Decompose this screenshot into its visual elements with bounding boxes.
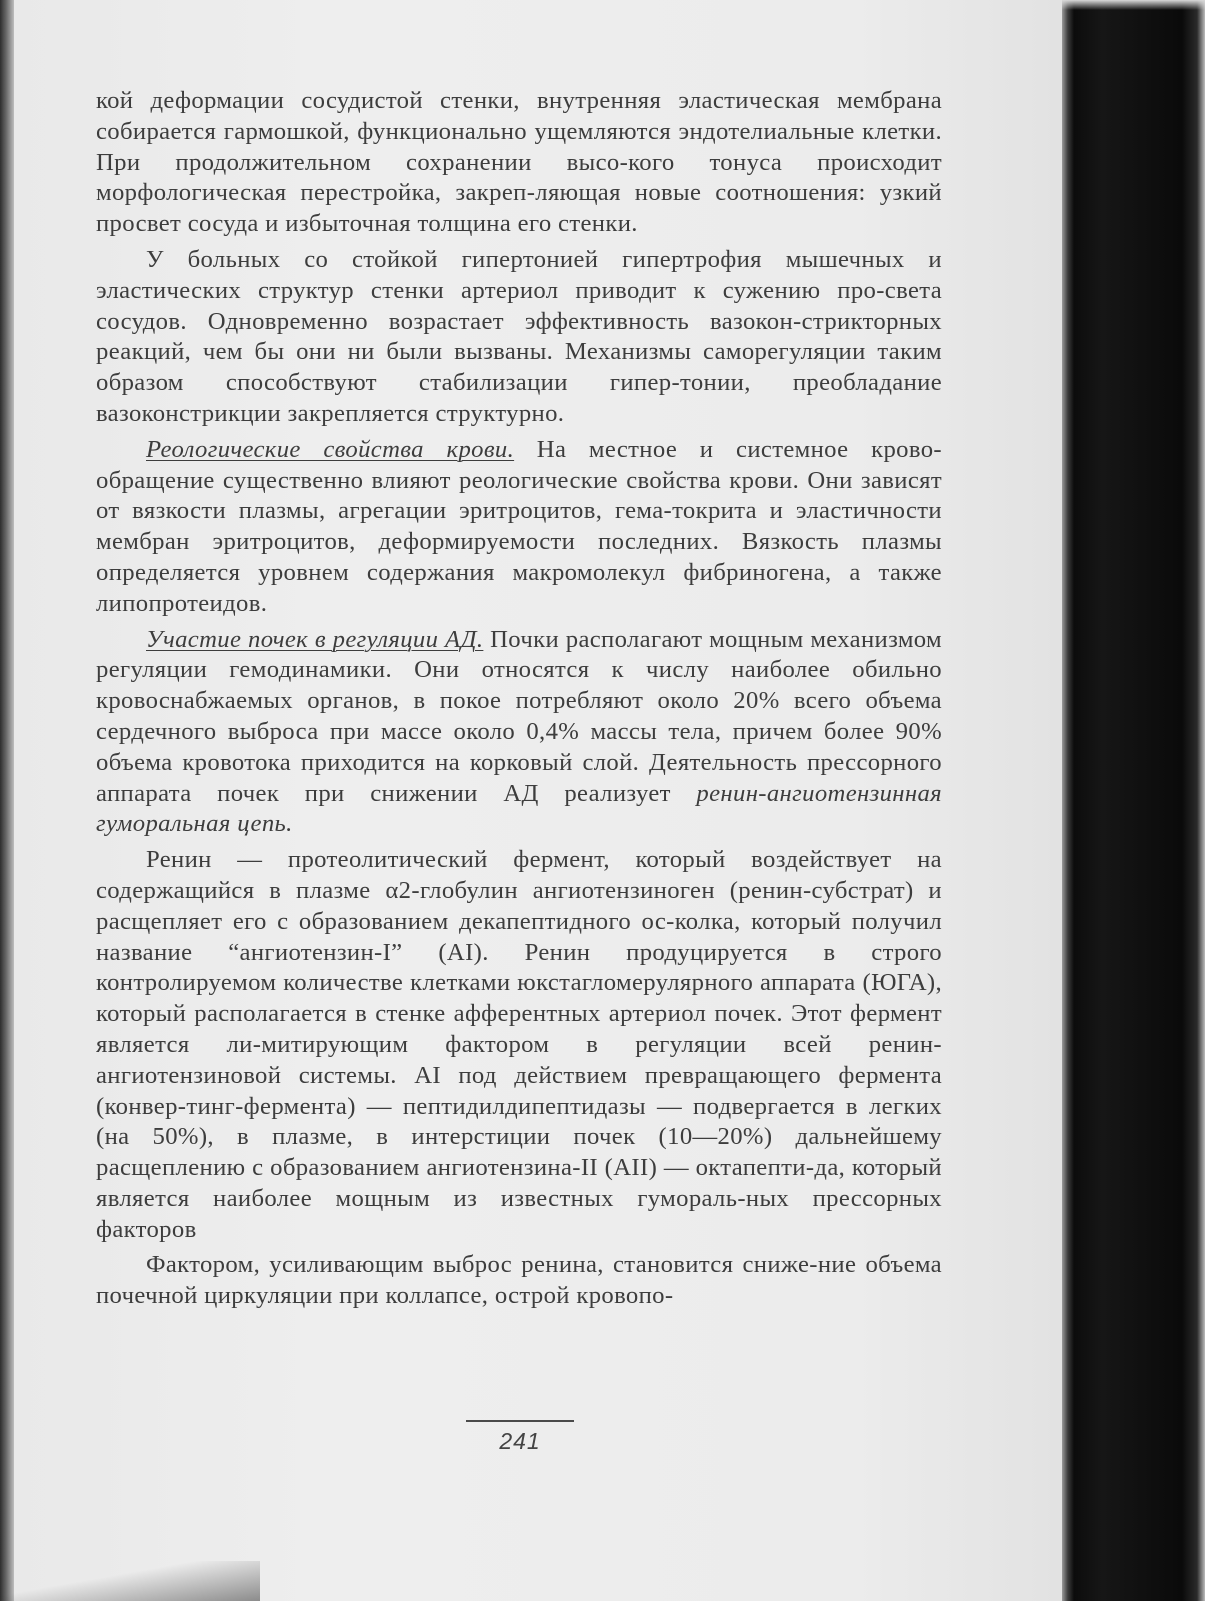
paragraph-rheology-text: На местное и системное крово-обращение существенно влияют реологические свойства крови. Они зависят от вязкости плазмы, агрегации эритроцитов, гема-токрита и эластичности мембран эритроцитов, деформируемости последних. Вязкость плазмы определяется уровнем содержания макромолекул фибриногена, а также липопротеидов.	[96, 435, 942, 617]
paragraph-renin: Ренин — протеолитический фермент, который воздействует на содержащийся в плазме α2-глобулин ангиотензиноген (ренин-субстрат) и расщепляет его с образованием декапептидного ос-колка, который получил название “ангиотензин-I” (AI). Ренин продуцируется в строго контролируемом количестве клетками юкстагломерулярного аппарата (ЮГА), который располагается в стенке афферентных артериол почек. Этот фермент является ли-митирующим фактором в регуляции всей ренин-ангиотензиновой системы. AI под действием превращающего фермента (конвер-тинг-фермента) — пептидилдипептидазы — подвергается в легких (на 50%), в плазме, в интерстиции почек (10—20%) дальнейшему расщеплению с образованием ангиотензина-II (AII) — октапепти-да, который является наиболее мощным из известных гумораль-ных прессорных факторов	[96, 846, 942, 1243]
book-left-edge	[0, 0, 14, 1601]
paragraph-renin-release: Фактором, усиливающим выброс ренина, становится сниже-ние объема почечной циркуляции при коллапсе, острой кровопо-	[96, 1251, 942, 1310]
paragraph-kidneys	[96, 625, 942, 841]
page-footer	[460, 1420, 580, 1455]
footer-rule	[466, 1420, 574, 1422]
book-gutter-shadow	[1062, 0, 1205, 1601]
paragraph-continued: кой деформации сосудистой стенки, внутренняя эластическая мембрана собирается гармошкой, функционально ущемляются эндотелиальные клетки. При продолжительном сохранении высо-кого тонуса происходит морфологическая перестройка, закреп-ляющая новые соотношения: узкий просвет сосуда и избыточная толщина его стенки.	[96, 87, 942, 238]
gutter-top-highlight	[1062, 0, 1205, 10]
body-text	[96, 86, 942, 1317]
emphasis-renin-chain: ренин-ангиотензинная гуморальная цепь.	[96, 779, 942, 838]
paragraph-hypertension: У больных со стойкой гипертонией гипертрофия мышечных и эластических структур стенки артериол приводит к сужению про-света сосудов. Одновременно возрастает эффективность вазокон-стрикторных реакций, чем бы они ни были вызваны. Механизмы саморегуляции таким образом способствуют стабилизации гипер-тонии, преобладание вазоконстрикции закрепляется структурно.	[96, 245, 942, 427]
page-corner-shadow	[0, 1561, 260, 1601]
section-heading-kidneys: Участие почек в регуляции АД.	[146, 625, 484, 653]
paragraph-kidneys-text: Почки располагают мощным механизмом регуляции гемодинамики. Они относятся к числу наиболее обильно кровоснабжаемых органов, в покое потребляют около 20% всего объема сердечного выброса при массе около 0,4% массы тела, причем более 90% объема кровотока приходится на корковый слой. Деятельность прессорного аппарата почек при снижении АД реализует	[96, 625, 942, 807]
paragraph-rheology	[96, 435, 942, 620]
page-number: 241	[499, 1428, 541, 1454]
section-heading-rheology: Реологические свойства крови.	[146, 435, 515, 463]
